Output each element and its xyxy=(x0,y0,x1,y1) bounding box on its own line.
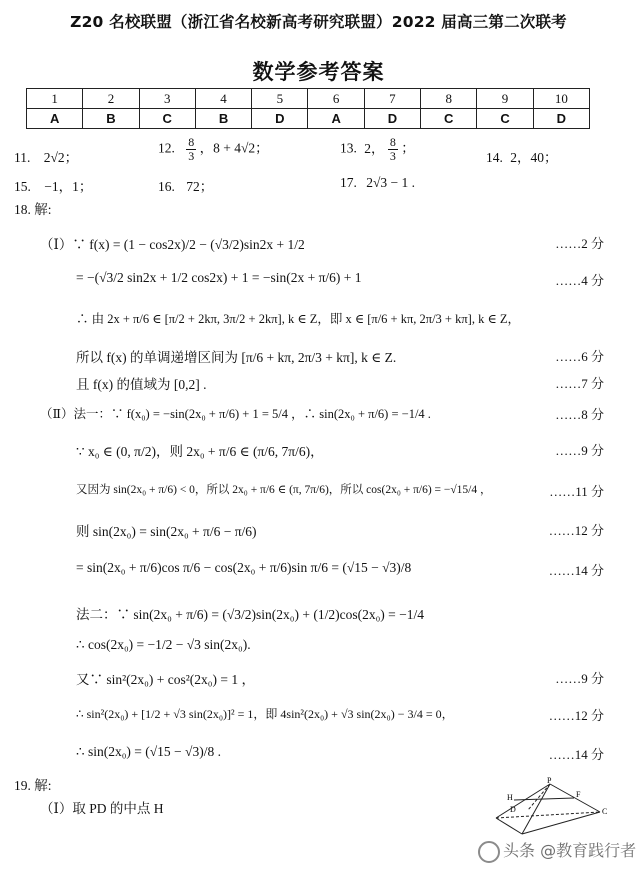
label-D: D xyxy=(510,805,516,814)
answer-choice: C xyxy=(477,109,533,129)
q11-answer xyxy=(14,146,78,166)
question-number: 3 xyxy=(139,89,195,109)
q18-line-11: 法二：∵ sin(2x₀ + π/6) = (√3/2)sin(2x₀) + (1/2)cos(2x₀) = −1/4 xyxy=(76,607,425,622)
answer-table-answer-row xyxy=(27,109,590,129)
question-number: 6 xyxy=(308,89,364,109)
pyramid-figure xyxy=(488,776,612,843)
edge-PB xyxy=(522,784,550,834)
answer-choice: A xyxy=(308,109,364,129)
question-number: 7 xyxy=(364,89,420,109)
answer-table-number-row xyxy=(27,89,590,109)
base-edge-left xyxy=(496,818,522,834)
pyramid-diagram xyxy=(488,776,612,838)
q18-score-4: ……6 分 xyxy=(555,349,604,364)
q15-value: −1，1； xyxy=(44,179,93,194)
q18-line-15: ∴ sin(2x₀) = (√15 − √3)/8 . xyxy=(76,744,221,759)
q17-answer xyxy=(340,175,415,191)
label-F: F xyxy=(576,790,581,799)
q18-score-6: ……8 分 xyxy=(555,407,604,422)
q17-number: 17. xyxy=(340,175,357,190)
q18-line-8: 又因为 sin(2x₀ + π/6) < 0，所以 2x₀ + π/6 ∈ (π, 7π/6)，所以 cos(2x₀ + π/6) = −√15/4 ， xyxy=(76,484,492,496)
q15-answer xyxy=(14,175,92,195)
q18-line-7: ∵ x₀ ∈ (0, π/2)，则 2x₀ + π/6 ∈ (π/6, 7π/6)， xyxy=(76,444,324,459)
q19-line-1: （Ⅰ）取 PD 的中点 H xyxy=(40,801,164,816)
q18-score-1: ……2 分 xyxy=(555,236,604,251)
toutiao-logo-icon xyxy=(478,841,500,863)
q14-value: 2，40； xyxy=(510,150,558,165)
q13-value: 2， xyxy=(364,140,385,156)
q18-score-8: ……11 分 xyxy=(549,484,604,499)
question-number: 5 xyxy=(252,89,308,109)
q16-answer xyxy=(158,175,213,195)
q15-number: 15. xyxy=(14,179,31,194)
answer-choice: D xyxy=(533,109,589,129)
document-title: 数学参考答案 xyxy=(252,60,385,84)
q13-numerator: 8 xyxy=(389,135,396,149)
q18-score-14: ……12 分 xyxy=(548,708,604,723)
edge-PD xyxy=(528,784,550,810)
q18-score-10: ……14 分 xyxy=(548,563,604,578)
question-number: 8 xyxy=(421,89,477,109)
question-number: 4 xyxy=(195,89,251,109)
answer-choice: A xyxy=(27,109,83,129)
base-edge-front xyxy=(522,812,600,834)
q13-answer xyxy=(340,136,415,163)
answer-choice: D xyxy=(364,109,420,129)
q16-value: 72； xyxy=(186,179,214,194)
label-C: C xyxy=(602,807,608,816)
q18-score-7: ……9 分 xyxy=(555,443,604,458)
answer-choice: B xyxy=(195,109,251,129)
q17-value: 2√3 − 1 . xyxy=(366,175,416,190)
question-number: 1 xyxy=(27,89,83,109)
q19-label: 19. 解: xyxy=(14,778,52,793)
q12-fraction xyxy=(186,136,196,163)
q18-line-10: = sin(2x₀ + π/6)cos π/6 − cos(2x₀ + π/6)sin π/6 = (√15 − √3)/8 xyxy=(76,560,412,575)
answer-table xyxy=(26,88,590,129)
q12-number: 12. xyxy=(158,140,175,156)
q18-score-13: ……9 分 xyxy=(555,671,604,686)
answer-choice: C xyxy=(421,109,477,129)
q18-line-2: = −(√3/2 sin2x + 1/2 cos2x) + 1 = −sin(2x + π/6) + 1 xyxy=(76,270,362,285)
q14-number: 14. xyxy=(486,150,503,165)
watermark xyxy=(478,838,636,863)
q18-line-1: （Ⅰ）∵ f(x) = (1 − cos2x)/2 − (√3/2)sin2x + 1/2 xyxy=(40,237,305,252)
q12-answer xyxy=(158,136,269,163)
q13-end: ； xyxy=(401,140,415,156)
q18-line-5: 且 f(x) 的值域为 [0,2] . xyxy=(76,377,207,392)
answer-choice: B xyxy=(83,109,139,129)
q12-denominator: 3 xyxy=(188,149,195,163)
q11-value: 2√2； xyxy=(43,150,79,165)
q13-fraction xyxy=(388,136,398,163)
q18-line-9: 则 sin(2x₀) = sin(2x₀ + π/6 − π/6) xyxy=(76,524,257,539)
question-number: 2 xyxy=(83,89,139,109)
q12-value: ，8 + 4√2； xyxy=(199,140,269,156)
q18-label: 18. 解: xyxy=(14,202,52,217)
q18-line-6: （Ⅱ）法一：∵ f(x₀) = −sin(2x₀ + π/6) + 1 = 5/4 ，∴ sin(2x₀ + π/6) = −1/4 . xyxy=(40,407,431,421)
q18-line-14: ∴ sin²(2x₀) + [1/2 + √3 sin(2x₀)]² = 1，即 4sin²(2x₀) + √3 sin(2x₀) − 3/4 = 0， xyxy=(76,707,454,721)
q13-number: 13. xyxy=(340,140,357,156)
q18-score-2: ……4 分 xyxy=(555,273,604,288)
watermark-text: 头条 @教育践行者 xyxy=(503,841,637,860)
q18-line-12: ∴ cos(2x₀) = −1/2 − √3 sin(2x₀). xyxy=(76,637,251,652)
q14-answer xyxy=(486,146,558,166)
edge-PA xyxy=(496,784,550,818)
answer-choice: C xyxy=(139,109,195,129)
q11-number: 11. xyxy=(14,150,31,165)
q13-denominator: 3 xyxy=(389,149,396,163)
question-number: 10 xyxy=(533,89,589,109)
q18-line-3: ∴ 由 2x + π/6 ∈ [π/2 + 2kπ, 3π/2 + 2kπ], k ∈ Z，即 x ∈ [π/6 + kπ, 2π/3 + kπ], k ∈ Z， xyxy=(76,312,520,326)
q18-line-4: 所以 f(x) 的单调递增区间为 [π/6 + kπ, 2π/3 + kπ], k ∈ Z. xyxy=(76,350,397,365)
label-P: P xyxy=(547,776,552,785)
q18-line-13: 又∵ sin²(2x₀) + cos²(2x₀) = 1 ， xyxy=(76,672,255,687)
edge-PC xyxy=(550,784,600,812)
segment-HF xyxy=(514,798,574,800)
q18-score-15: ……14 分 xyxy=(548,747,604,762)
answer-choice: D xyxy=(252,109,308,129)
question-number: 9 xyxy=(477,89,533,109)
q18-score-9: ……12 分 xyxy=(548,523,604,538)
q16-number: 16. xyxy=(158,179,175,194)
label-H: H xyxy=(507,793,513,802)
q18-score-5: ……7 分 xyxy=(555,376,604,391)
q12-numerator: 8 xyxy=(188,135,195,149)
page-header: Z20 名校联盟（浙江省名校新高考研究联盟）2022 届高三第二次联考 xyxy=(70,13,567,31)
